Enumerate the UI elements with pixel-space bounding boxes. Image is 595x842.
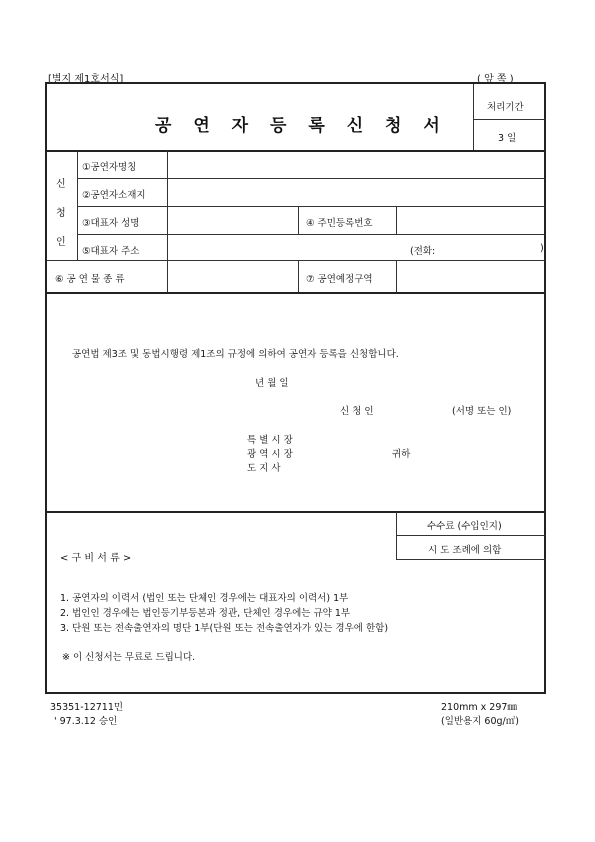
- field-label-phone: (전화:: [410, 246, 436, 257]
- fee-value: 시 도 조례에 의함: [428, 545, 502, 556]
- processing-period-label: 처리기간: [487, 102, 524, 113]
- paper-type: (일반용지 60g/㎡): [441, 716, 519, 727]
- title-bottom-border: [47, 150, 545, 152]
- field-label-resident-no: ④ 주민등록번호: [306, 218, 373, 229]
- document-item-1: 1. 공연자의 이력서 (법인 또는 단체인 경우에는 대표자의 이력서) 1부: [60, 593, 349, 604]
- field-label-rep-name: ③대표자 성명: [82, 218, 140, 229]
- section-border: [47, 292, 545, 294]
- form-code: 35351-12711민: [50, 702, 124, 713]
- row-divider: [47, 260, 545, 261]
- field-label-performance-region: ⑦ 공연예정구역: [306, 274, 373, 285]
- processing-period-value: 3 일: [498, 133, 517, 144]
- authority-province: 도 지 사: [247, 463, 281, 474]
- fee-label: 수수료 (수입인지): [427, 521, 502, 532]
- phone-close-paren: ): [540, 243, 544, 254]
- row-divider: [77, 178, 545, 179]
- signature-note: (서명 또는 인): [452, 406, 512, 417]
- document-item-2: 2. 법인인 경우에는 법인등기부등본과 정관, 단체인 경우에는 규약 1부: [60, 608, 351, 619]
- section-border: [47, 511, 545, 513]
- form-number: [별지 제1호서식]: [48, 74, 124, 85]
- field-label-name: ①공연자명칭: [82, 162, 137, 173]
- signature-label: 신 청 인: [340, 406, 374, 417]
- required-documents-title: < 구 비 서 류 >: [60, 553, 132, 564]
- applicant-char-3: 인: [56, 237, 66, 248]
- cell-divider: [396, 206, 397, 234]
- authority-metro-city: 광 역 시 장: [247, 449, 293, 460]
- form-title: 공 연 자 등 록 신 청 서: [155, 116, 448, 136]
- approval-date: ' 97.3.12 승인: [54, 716, 118, 727]
- applicant-char-1: 신: [56, 179, 66, 190]
- label-col-divider: [167, 151, 168, 292]
- field-label-rep-address: ⑤대표자 주소: [82, 246, 140, 257]
- authority-special-city: 특 별 시 장: [247, 435, 293, 446]
- document-item-3: 3. 단원 또는 전속출연자의 명단 1부(단원 또는 전속출연자가 있는 경우에 한함): [60, 623, 389, 634]
- paper-size: 210mm x 297㎜: [441, 702, 517, 713]
- free-form-note: ※ 이 신청서는 무료로 드립니다.: [62, 652, 196, 663]
- processing-divider: [473, 119, 545, 120]
- field-label-performance-types: ⑥ 공 연 물 종 류: [55, 274, 125, 285]
- cell-divider: [396, 261, 397, 292]
- application-statement: 공연법 제3조 및 동법시행령 제1조의 규정에 의하여 공연자 등록을 신청합니다.: [72, 349, 399, 360]
- fee-box-bottom: [396, 559, 545, 560]
- fee-box-row-divider: [396, 535, 545, 536]
- field-label-address: ②공연자소재지: [82, 190, 146, 201]
- applicant-char-2: 청: [56, 208, 66, 219]
- title-divider: [473, 84, 474, 150]
- addressee: 귀하: [392, 449, 411, 460]
- cell-divider: [298, 261, 299, 292]
- page-side-label: ( 앞 쪽 ): [477, 74, 514, 85]
- row-divider: [77, 234, 545, 235]
- row-divider: [77, 206, 545, 207]
- application-date: 년 월 일: [255, 378, 289, 389]
- cell-divider: [298, 206, 299, 234]
